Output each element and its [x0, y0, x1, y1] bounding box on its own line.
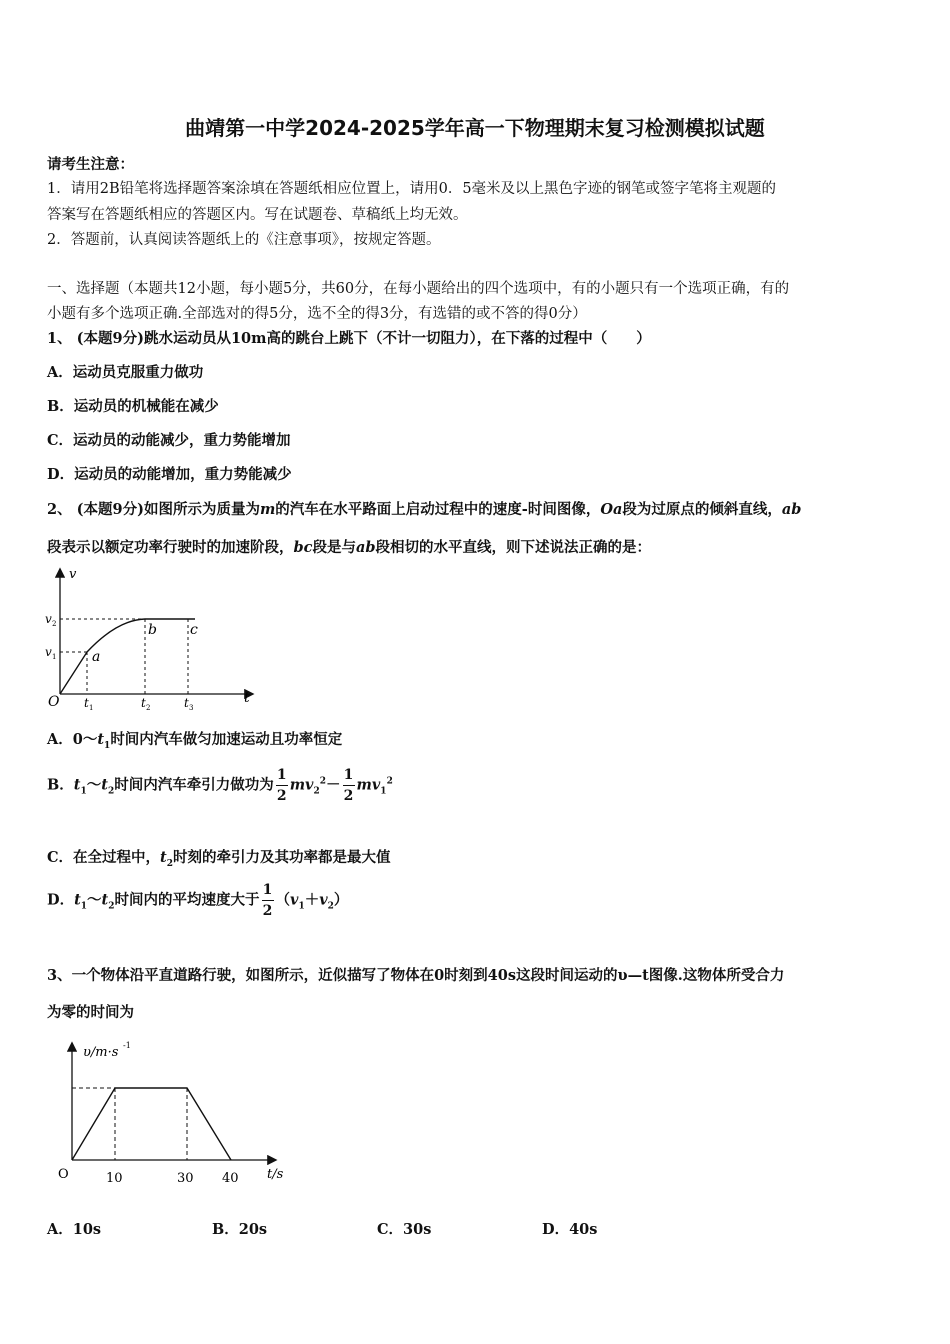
section-line-2: 小题有多个选项正确.全部选对的得5分，选不全的得3分，有选错的或不答的得0分）	[47, 306, 587, 322]
t-axis-label: t	[244, 690, 250, 706]
velocity-curve	[60, 619, 195, 694]
y-axis-label: υ/m·s	[83, 1045, 119, 1060]
q2-stem-line-1: 2、 (本题9分)如图所示为质量为m的汽车在水平路面上启动过程中的速度-时间图像，Oa段为过原点的倾斜直线，ab	[47, 501, 802, 518]
v2-label: v	[45, 612, 52, 626]
q3-stem-line-2: 为零的时间为	[47, 1004, 134, 1021]
q1-stem: 1、 (本题9分)跳水运动员从10m高的跳台上跳下（不计一切阻力），在下落的过程中（ ）	[47, 330, 651, 347]
notice-heading: 请考生注意：	[47, 156, 134, 173]
v1-sub: 1	[52, 653, 57, 661]
notice-item-2: 2．答题前，认真阅读答题纸上的《注意事项》，按规定答题。	[47, 232, 441, 248]
q3-vt-graph	[50, 1038, 300, 1188]
q3-option-d: D．40s	[542, 1221, 598, 1238]
notice-item-1a: 1．请用2B铅笔将选择题答案涂填在答题纸相应位置上，请用0．5毫米及以上黑色字迹的钢笔或签字笔将主观题的	[47, 181, 777, 197]
q2-stem-line-2: 段表示以额定功率行驶时的加速阶段，bc段是与ab段相切的水平直线，则下述说法正确的是：	[47, 539, 652, 556]
fraction-half-3: $\frac{1}{2}$	[262, 882, 273, 919]
v1-label: v	[45, 645, 52, 659]
q2-option-b: B．$t_1\sim t_2$时间内汽车牵引力做功为 $\frac{1}{2}$ $mv_2^2-$ $\frac{1}{2}$ $mv_1^2$	[47, 767, 393, 804]
t3-sub: 3	[189, 704, 194, 712]
t1-label: t	[84, 696, 89, 710]
q3-option-b: B．20s	[212, 1221, 268, 1238]
y-axis-exponent: -1	[123, 1041, 131, 1050]
page-title: 曲靖第一中学2024-2025学年高一下物理期末复习检测模拟试题	[185, 116, 765, 140]
tick-10: 10	[106, 1171, 123, 1186]
origin-label: O	[58, 1167, 69, 1182]
q1-option-b: B．运动员的机械能在减少	[47, 398, 219, 415]
q1-option-a: A．运动员克服重力做功	[47, 364, 204, 381]
notice-item-1b: 答案写在答题纸相应的答题区内。写在试题卷、草稿纸上均无效。	[47, 207, 468, 223]
v-axis-label: v	[69, 567, 77, 582]
t3-label: t	[184, 696, 189, 710]
tick-30: 30	[177, 1171, 194, 1186]
q2-vt-graph	[42, 562, 262, 712]
x-axis-label: t/s	[267, 1167, 284, 1182]
q1-option-d: D．运动员的动能增加，重力势能减少	[47, 466, 292, 483]
t2-sub: 2	[146, 704, 151, 712]
tick-40: 40	[222, 1171, 239, 1186]
v2-sub: 2	[52, 620, 57, 628]
section-line-1: 一、选择题（本题共12小题，每小题5分，共60分，在每小题给出的四个选项中，有的小题只有一个选项正确，有的	[47, 281, 790, 297]
fraction-half-2: $\frac{1}{2}$	[343, 767, 354, 804]
q3-option-a: A．10s	[47, 1221, 102, 1238]
origin-label: O	[48, 694, 60, 710]
q1-option-c: C．运动员的动能减少，重力势能增加	[47, 432, 291, 449]
q2-option-c: C．在全过程中，$t_2$时刻的牵引力及其功率都是最大值	[47, 849, 391, 869]
q3-option-c: C．30s	[377, 1221, 432, 1238]
q2-option-a: A．$0\sim t_1$时间内汽车做匀加速运动且功率恒定	[47, 731, 343, 751]
point-a-label: a	[92, 649, 101, 665]
q3-stem-line-1: 3、一个物体沿平直道路行驶，如图所示，近似描写了物体在0时刻到40s这段时间运动的υ—t图像.这物体所受合力	[47, 967, 785, 984]
fraction-half: $\frac{1}{2}$	[276, 767, 287, 804]
t1-sub: 1	[89, 704, 94, 712]
point-c-label: c	[190, 622, 198, 638]
t2-label: t	[141, 696, 146, 710]
q2-option-d: D．$t_1\sim t_2$时间内的平均速度大于 $\frac{1}{2}$ $(v_1+v_2)$	[47, 882, 349, 919]
velocity-line	[72, 1088, 231, 1160]
point-b-label: b	[148, 622, 157, 638]
